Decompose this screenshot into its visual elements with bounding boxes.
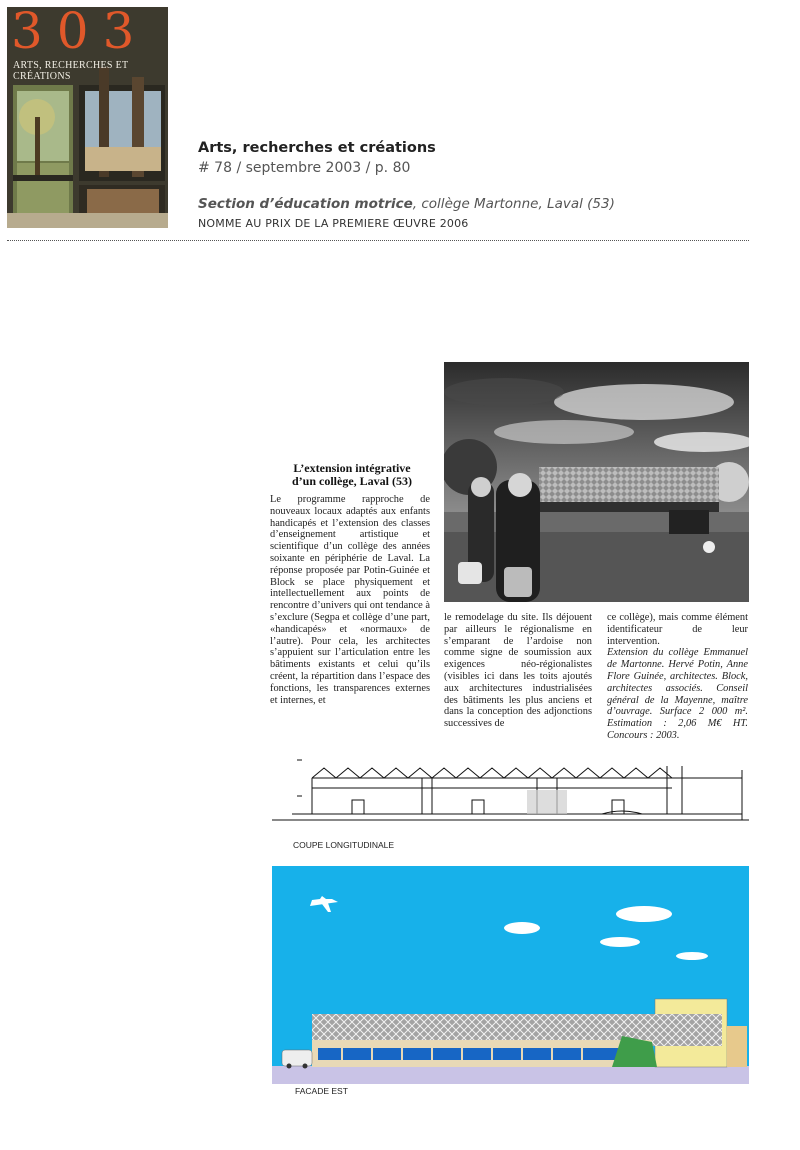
east-facade-drawing [272,866,749,1084]
article-column-1: Le programme rapproche de nouveaux locaux adaptés aux enfants handicapés et l’extension des classes d’enseignement artistique et scientifique d’un collège des années soixante en périphérie de Laval. La réponse proposée par Potin-Guinée et Block se place physiquement et intellectuellement aux points de rencontre d’univers qui ont tendance à s’exclure (Segpa et collège d’une part, «handicapés» et «normaux» de l’autre). Pour cela, les architectes s’appuient sur l’articulation entre les bâtiments existants et celui qu’ils créent, la répartition dans l’espace des fonctions, les transparences externes et internes, et [270,494,430,706]
project-title [198,196,615,212]
prize-note: NOMME AU PRIX DE LA PREMIERE ŒUVRE 2006 [198,217,469,230]
magazine-cover [7,7,168,228]
longitudinal-section-drawing [272,738,749,838]
article-title-line2: d’un collège, Laval (53) [292,474,412,488]
project-title-bold: Section d’éducation motrice [198,196,413,212]
publication-title: Arts, recherches et créations [198,140,436,156]
article-title [270,462,434,488]
project-title-rest: , collège Martonne, Laval (53) [412,196,615,212]
article-column-3 [607,612,748,742]
article-column-2: le remodelage du site. Ils déjouent par ailleurs le régionalisme en s’emparant de l’ardoise non comme signe de soumission aux exigences néo-régionalistes (visibles ici dans les toits ajoutés aux architectures industrialisées des bâtiments les plus anciens et dans la conception des adjonctions successives de [444,612,592,730]
issue-info: # 78 / septembre 2003 / p. 80 [198,160,411,176]
facade-caption: FACADE EST [295,1086,348,1096]
site-photo [444,362,749,602]
article-column-3-text: ce collège), mais comme élément identificateur de leur intervention. [607,612,748,647]
section-caption: COUPE LONGITUDINALE [293,840,395,850]
cover-subtitle: ARTS, RECHERCHES ET CRÉATIONS [13,60,129,82]
project-credits: Extension du collège Emmanuel de Martonne. Hervé Potin, Anne Flore Guinée, architectes. Block, architectes associés. Conseil général de la Mayenne, maître d’ouvrage. Surface 2 000 m². Estimation : 2,06 M€ HT. Concours : 2003. [607,647,748,741]
dotted-divider [7,240,749,241]
cover-logo: 303 [11,7,149,60]
article-title-line1: L’extension intégrative [293,461,411,475]
